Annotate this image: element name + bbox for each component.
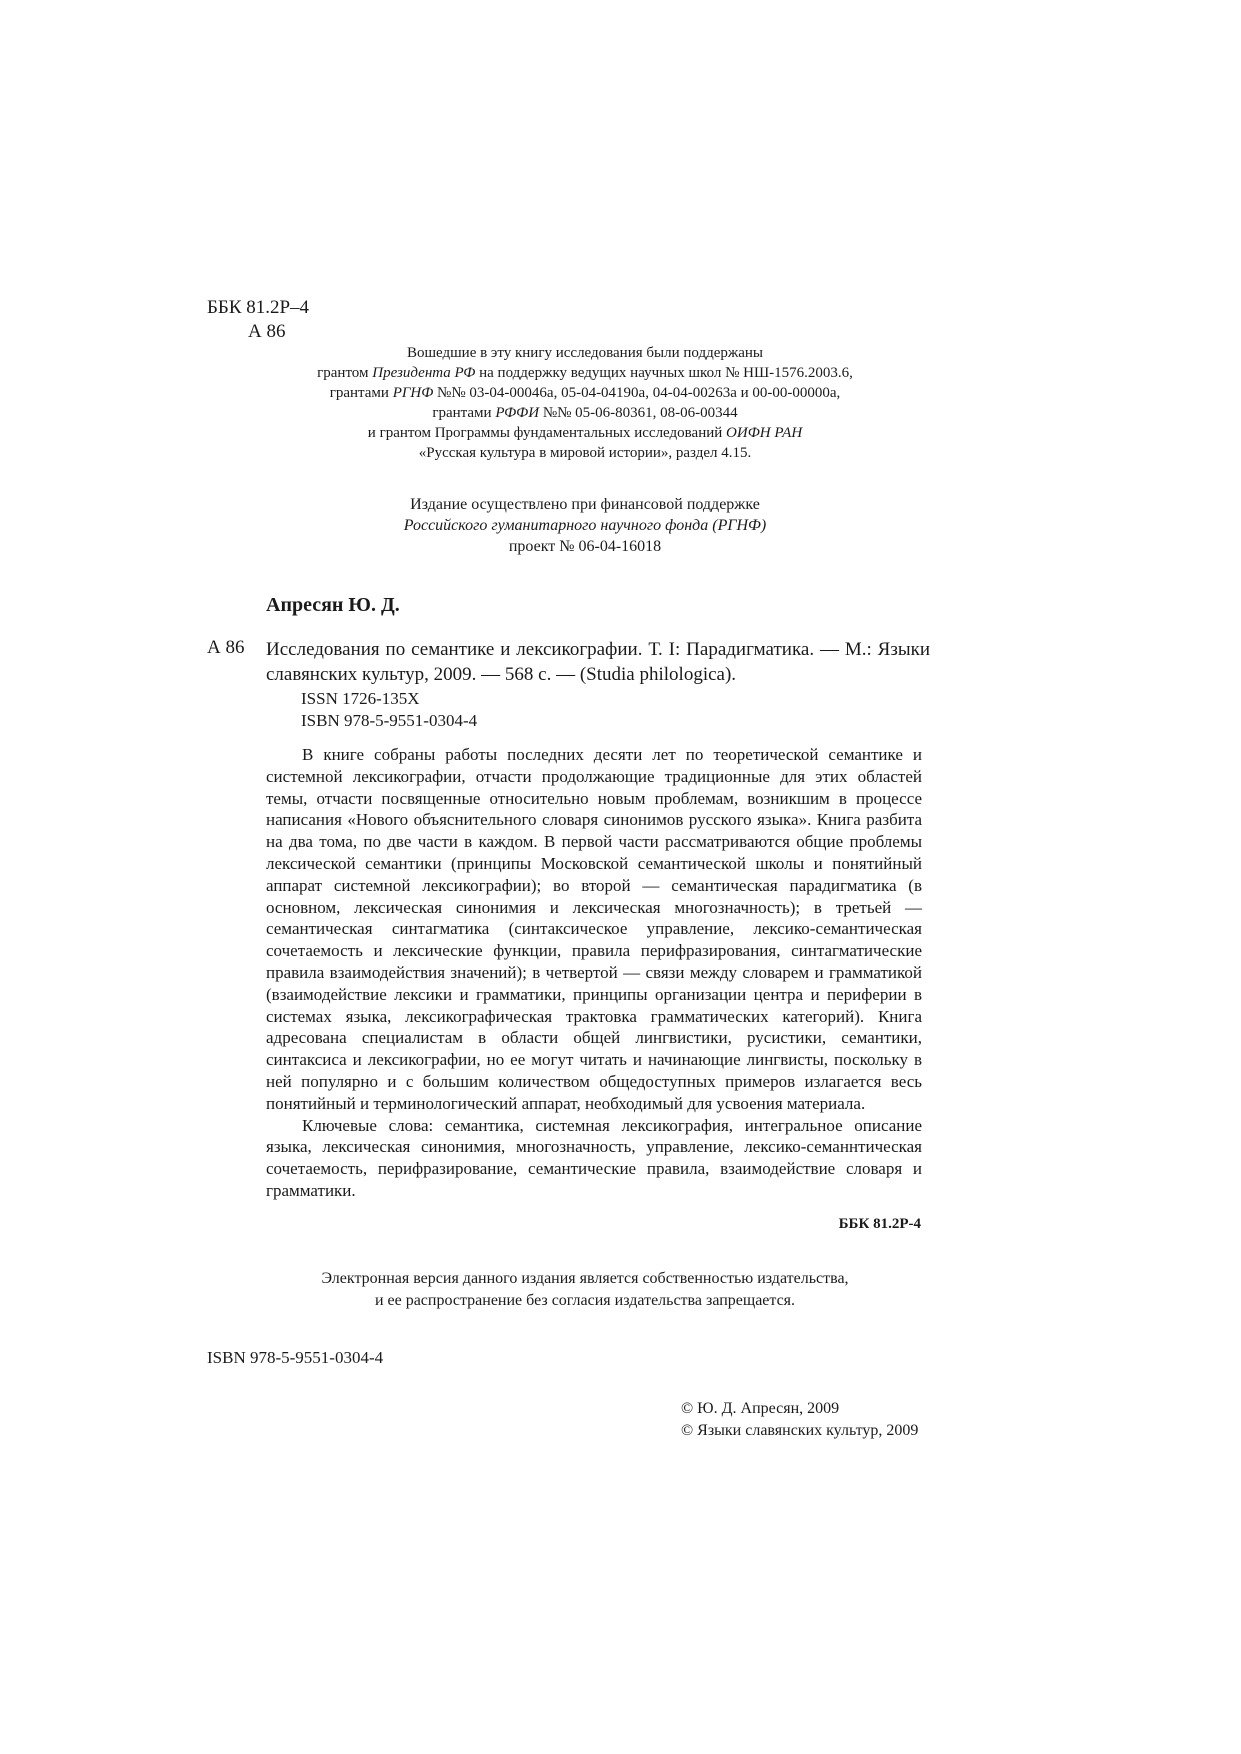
grants-line-3: грантами РГНФ №№ 03-04-00046а, 05-04-04190а, 04-04-00263а и 00-00-00000а,: [329, 385, 841, 401]
grants-line-5: и грантом Программы фундаментальных исследований ОИФН РАН: [367, 425, 803, 441]
grants-line-2: грантом Президента РФ на поддержку ведущих научных школ № НШ-1576.2003.6,: [317, 365, 853, 381]
issn-isbn-block: [301, 688, 477, 732]
grants-line-6: «Русская культура в мировой истории», раздел 4.15.: [418, 445, 752, 461]
keywords-paragraph: Ключевые слова: семантика, системная лексикография, интегральное описание языка, лексическая синонимия, многозначность, управление, лексико-семаннтическая сочетаемость, перифразирование, семантические правила, взаимодействие словаря и грамматики.: [266, 1115, 922, 1200]
funding-support: [240, 494, 930, 557]
support-line-1: Издание осуществлено при финансовой поддержке: [410, 496, 760, 513]
bibliographic-reference: Исследования по семантике и лексикографии. Т. I: Парадигматика. — М.: Языки славянских культур, 2009. — 568 с. — (Studia philologica).: [266, 639, 930, 685]
copyright-author: © Ю. Д. Апресян, 2009: [681, 1400, 840, 1417]
grants-line-4: грантами РФФИ №№ 05-06-80361, 08-06-00344: [432, 405, 738, 421]
grants-line-1: Вошедшие в эту книгу исследования были поддержаны: [406, 345, 764, 361]
support-project: проект № 06-04-16018: [508, 538, 662, 555]
grants-block: [240, 343, 930, 463]
reference-code: А 86: [207, 637, 245, 658]
bbk-block: [207, 296, 309, 344]
abstract-paragraph: В книге собраны работы последних десяти лет по теоретической семантике и системной лексикографии, отчасти продолжающие традиционные для этих областей темы, отчасти посвященные относительно новым проблемам, возникшим в процессе написания «Нового объяснительного словаря синонимов русского языка». Книга разбита на два тома, по две части в каждом. В первой части рассматриваются общие проблемы лексической семантики (принципы Московской семантической школы и понятийный аппарат системной лексикографии); во второй — семантическая парадигматика (в основном, лексическая синонимия и лексическая многозначность); в третьей — семантическая синтагматика (синтаксическое управление, лексико-семантическая сочетаемость и лексические функции, правила перифразирования, синтагматические правила взаимодействия значений); в четвертой — связи между словарем и грамматикой (взаимодействие лексики и грамматики, принципы организации центра и периферии в системах языка, лексикографическая трактовка грамматических категорий). Книга адресована специалистам в области общей лингвистики, русистики, семантики, синтаксиса и лексикографии, но ее могут читать и начинающие лингвисты, поскольку в ней популярно и с большим количеством общедоступных примеров излагается весь понятийный и терминологический аппарат, необходимый для усвоения материала.: [266, 745, 922, 1113]
bbk-footer-code: ББК 81.2Р-4: [838, 1216, 921, 1232]
author-name: Апресян Ю. Д.: [266, 594, 400, 616]
rights-line-1: Электронная версия данного издания является собственностью издательства,: [321, 1270, 849, 1287]
abstract: [266, 744, 922, 1202]
bbk-code: ББК 81.2Р–4: [207, 297, 310, 318]
copyright-block: [681, 1398, 918, 1442]
isbn-bottom: ISBN 978-5-9551-0304-4: [207, 1348, 384, 1367]
copyright-publisher: © Языки славянских культур, 2009: [681, 1422, 919, 1439]
rights-line-2: и ее распространение без согласия издательства запрещается.: [374, 1292, 796, 1309]
isbn: ISBN 978-5-9551-0304-4: [301, 711, 478, 730]
support-line-2: Российского гуманитарного научного фонда (РГНФ): [403, 517, 767, 534]
rights-notice: [240, 1268, 930, 1312]
issn: ISSN 1726-135X: [301, 689, 420, 708]
author-mark: А 86: [248, 321, 286, 342]
